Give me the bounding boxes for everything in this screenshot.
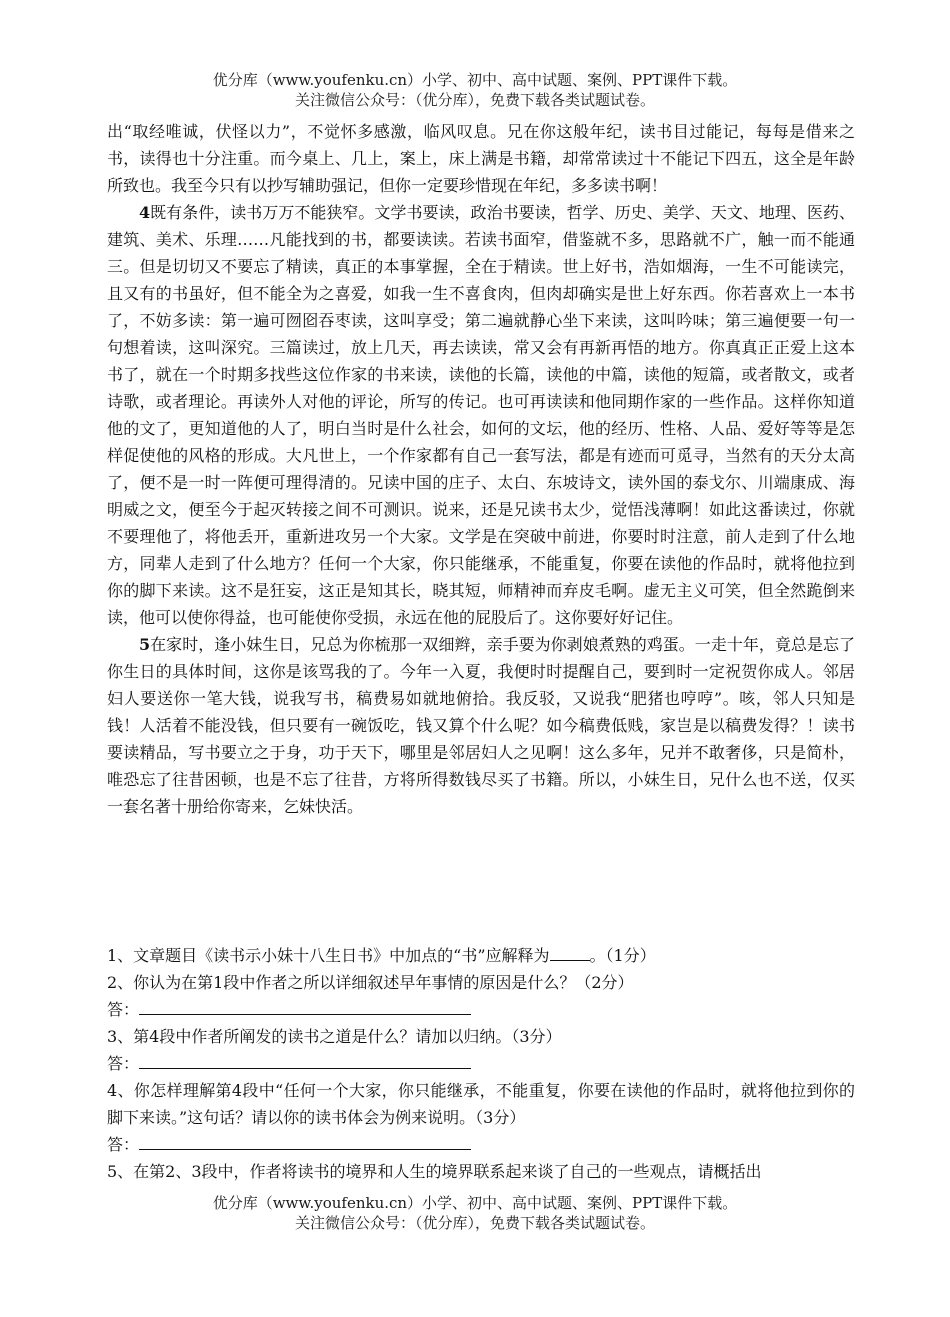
answer-row-2 bbox=[107, 996, 855, 1023]
answer-label: 答： bbox=[107, 1135, 140, 1154]
answer-row-3 bbox=[107, 1050, 855, 1077]
paragraph-text: 既有条件，读书万万不能狭窄。文学书要读，政治书要读，哲学、历史、美学、天文、地理、医药、建筑、美术、乐理……凡能找到的书，都要读读。若读书面窄，借鉴就不多，思路就不广，触一而不能通三。但是切切又不要忘了精读，真正的本事掌握，全在于精读。世上好书，浩如烟海，一生不可能读完，且又有的书虽好，但不能全为之喜爱，如我一生不喜食肉，但肉却确实是世上好东西。你若喜欢上一本书了，不妨多读：第一遍可囫囵吞枣读，这叫享受；第二遍就静心坐下来读，这叫吟味；第三遍便要一句一句想着读，这叫深究。三篇读过，放上几天，再去读读，常又会有再新再悟的地方。你真真正正爱上这本书了，就在一个时期多找些这位作家的书来读，读他的长篇，读他的中篇，读他的短篇，或者散文，或者诗歌，或者理论。再读外人对他的评论，所写的传记。也可再读读和他同期作家的一些作品。这样你知道他的文了，更知道他的人了，明白当时是什么社会，如何的文坛，他的经历、性格、人品、爱好等等是怎样促使他的风格的形成。大凡世上，一个作家都有自己一套写法，都是有迹而可觅寻，当然有的天分太高了，便不是一时一阵便可理得清的。兄读中国的庄子、太白、东坡诗文，读外国的泰戈尔、川端康成、海明威之文，便至今于起灭转接之间不可测识。说来，还是兄读书太少，觉悟浅薄啊！如此这番读过，你就不要理他了，将他丢开，重新进攻另一个大家。文学是在突破中前进，你要时时注意，前人走到了什么地方，同辈人走到了什么地方？任何一个大家，你只能继承，不能重复，你要在读他的作品时，就将他拉到你的脚下来读。这不是狂妄，这正是知其长，晓其短，师精神而弃皮毛啊。虚无主义可笑，但全然跪倒来读，他可以使你得益，也可能使你受损，永远在他的屁股后了。这你要好好记住。 bbox=[107, 203, 855, 627]
question-1-score: 。（1分） bbox=[589, 946, 656, 965]
paragraph-4 bbox=[107, 199, 855, 631]
paragraph-number: 5 bbox=[139, 635, 151, 654]
header-line-2: 关注微信公众号：（优分库），免费下载各类试题试卷。 bbox=[294, 91, 655, 109]
question-1-text: 1、文章题目《读书示小妹十八生日书》中加点的“书”应解释为 bbox=[107, 946, 550, 965]
paragraph-number: 4 bbox=[139, 203, 151, 222]
answer-line[interactable] bbox=[139, 1131, 471, 1150]
paragraph-continued: 出“取经唯诚，伏怪以力”，不觉怀多感激，临风叹息。兄在你这般年纪，读书目过能记，每每是借来之书，读得也十分注重。而今桌上、几上，案上，床上满是书籍，却常常读过十不能记下四五，这全是年龄所致也。我至今只有以抄写辅助强记，但你一定要珍惜现在年纪，多多读书啊！ bbox=[107, 122, 855, 195]
answer-row-4 bbox=[107, 1131, 855, 1158]
question-3: 3、第4段中作者所阐发的读书之道是什么？请加以归纳。（3分） bbox=[107, 1027, 562, 1046]
passage bbox=[107, 118, 855, 820]
fill-blank[interactable] bbox=[550, 944, 590, 961]
questions-section bbox=[107, 942, 855, 1185]
page-header bbox=[0, 70, 950, 110]
paragraph-text: 在家时，逢小妹生日，兄总为你梳那一双细辫，亲手要为你剥娘煮熟的鸡蛋。一走十年，竟总是忘了你生日的具体时间，这你是该骂我的了。今年一入夏，我便时时提醒自己，要到时一定祝贺你成人。邻居妇人要送你一笔大钱，说我写书，稿费易如就地俯拾。我反驳，又说我“肥猪也哼哼”。咳，邻人只知是钱！人活着不能没钱，但只要有一碗饭吃，钱又算个什么呢？如今稿费低贱，家岂是以稿费发得？！读书要读精品，写书要立之于身，功于天下，哪里是邻居妇人之见啊！这么多年，兄并不敢奢侈，只是简朴，唯恐忘了往昔困顿，也是不忘了往昔，方将所得数钱尽买了书籍。所以，小妹生日，兄什么也不送，仅买一套名著十册给你寄来，乞妹快活。 bbox=[107, 635, 855, 816]
footer-line-1: 优分库（www.youfenku.cn）小学、初中、高中试题、案例、PPT课件下载。 bbox=[212, 1194, 738, 1212]
question-4: 4、你怎样理解第4段中“任何一个大家，你只能继承，不能重复，你要在读他的作品时，就将他拉到你的脚下来读。”这句话？请以你的读书体会为例来说明。（3分） bbox=[107, 1081, 855, 1127]
footer-line-2: 关注微信公众号：（优分库），免费下载各类试题试卷。 bbox=[294, 1214, 655, 1232]
answer-label: 答： bbox=[107, 1054, 140, 1073]
header-line-1: 优分库（www.youfenku.cn）小学、初中、高中试题、案例、PPT课件下载。 bbox=[212, 71, 738, 89]
answer-line[interactable] bbox=[139, 996, 471, 1015]
question-1 bbox=[107, 942, 855, 969]
question-2: 2、你认为在第1段中作者之所以详细叙述早年事情的原因是什么？（2分） bbox=[107, 973, 634, 992]
page-footer bbox=[0, 1193, 950, 1233]
question-5: 5、在第2、3段中，作者将读书的境界和人生的境界联系起来谈了自己的一些观点，请概括出 bbox=[107, 1162, 762, 1181]
answer-label: 答： bbox=[107, 1000, 140, 1019]
answer-line[interactable] bbox=[139, 1050, 471, 1069]
paragraph-5 bbox=[107, 631, 855, 820]
